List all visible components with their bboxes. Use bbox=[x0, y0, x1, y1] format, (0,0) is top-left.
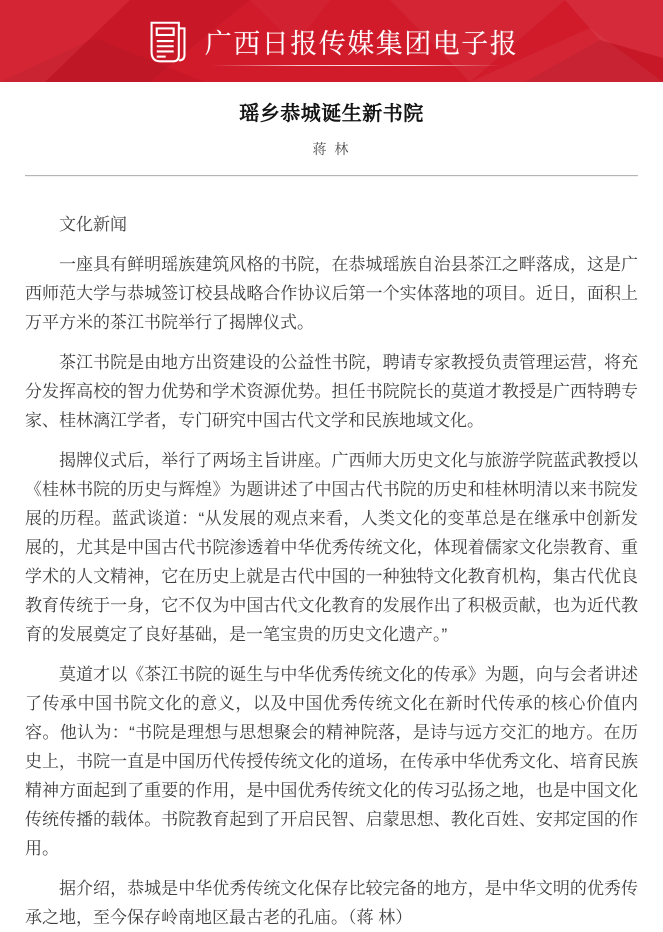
brand[interactable] bbox=[0, 0, 663, 82]
article-paragraph: 据介绍，恭城是中华优秀传统文化保存比较完备的地方，是中华文明的优秀传承之地，至今保存岭南地区最古老的孔庙。（蒋 林） bbox=[25, 879, 638, 927]
article-page bbox=[0, 100, 663, 932]
newspaper-icon bbox=[145, 18, 192, 67]
article-paragraph: 一座具有鲜明瑶族建筑风格的书院，在恭城瑶族自治县茶江之畔落成，这是广西师范大学与恭城签订校县战略合作协议后第一个实体落地的项目。近日，面积上万平方米的茶江书院举行了揭牌仪式。 bbox=[25, 255, 638, 332]
article-author: 蒋 林 bbox=[312, 141, 351, 157]
brand-title: 广西日报传媒集团电子报 bbox=[204, 28, 519, 59]
article-body bbox=[25, 210, 638, 932]
article-paragraph: 莫道才以《茶江书院的诞生与中华优秀传统文化的传承》为题，向与会者讲述了传承中国书院文化的意义，以及中国优秀传统文化在新时代传承的核心价值内容。他认为：“书院是理想与思想聚会的精神院落，是诗与远方交汇的地方。在历史上，书院一直是中国历代传授传统文化的道场，在传承中华优秀文化、培育民族精神方面起到了重要的作用，是中国优秀传统文化的传习弘扬之地，也是中国文化传统传播的载体。书院教育起到了开启民智、启蒙思想、教化百姓、安邦定国的作用。 bbox=[25, 665, 638, 858]
article-paragraph: 揭牌仪式后，举行了两场主旨讲座。广西师大历史文化与旅游学院蓝武教授以《桂林书院的历史与辉煌》为题讲述了中国古代书院的历史和桂林明清以来书院发展的历程。蓝武谈道：“从发展的观点来看，人类文化的变革总是在继承中创新发展的，尤其是中国古代书院渗透着中华优秀传统文化，体现着儒家文化崇教育、重学术的人文精神，它在历史上就是古代中国的一种独特文化教育机构，集古代优良教育传统于一身，它不仅为中国古代文化教育的发展作出了积极贡献，也为近代教育的发展奠定了良好基础，是一笔宝贵的历史文化遗产。” bbox=[25, 451, 638, 644]
masthead-banner bbox=[0, 0, 663, 82]
article-paragraph: 文化新闻 bbox=[59, 215, 127, 234]
divider-line bbox=[25, 175, 638, 177]
article-title: 瑶乡恭城诞生新书院 bbox=[239, 103, 424, 125]
brand-underline bbox=[210, 65, 502, 66]
article-paragraph: 茶江书院是由地方出资建设的公益性书院，聘请专家教授负责管理运营，将充分发挥高校的智力优势和学术资源优势。担任书院院长的莫道才教授是广西特聘专家、桂林漓江学者，专门研究中国古代文学和民族地域文化。 bbox=[25, 353, 638, 430]
